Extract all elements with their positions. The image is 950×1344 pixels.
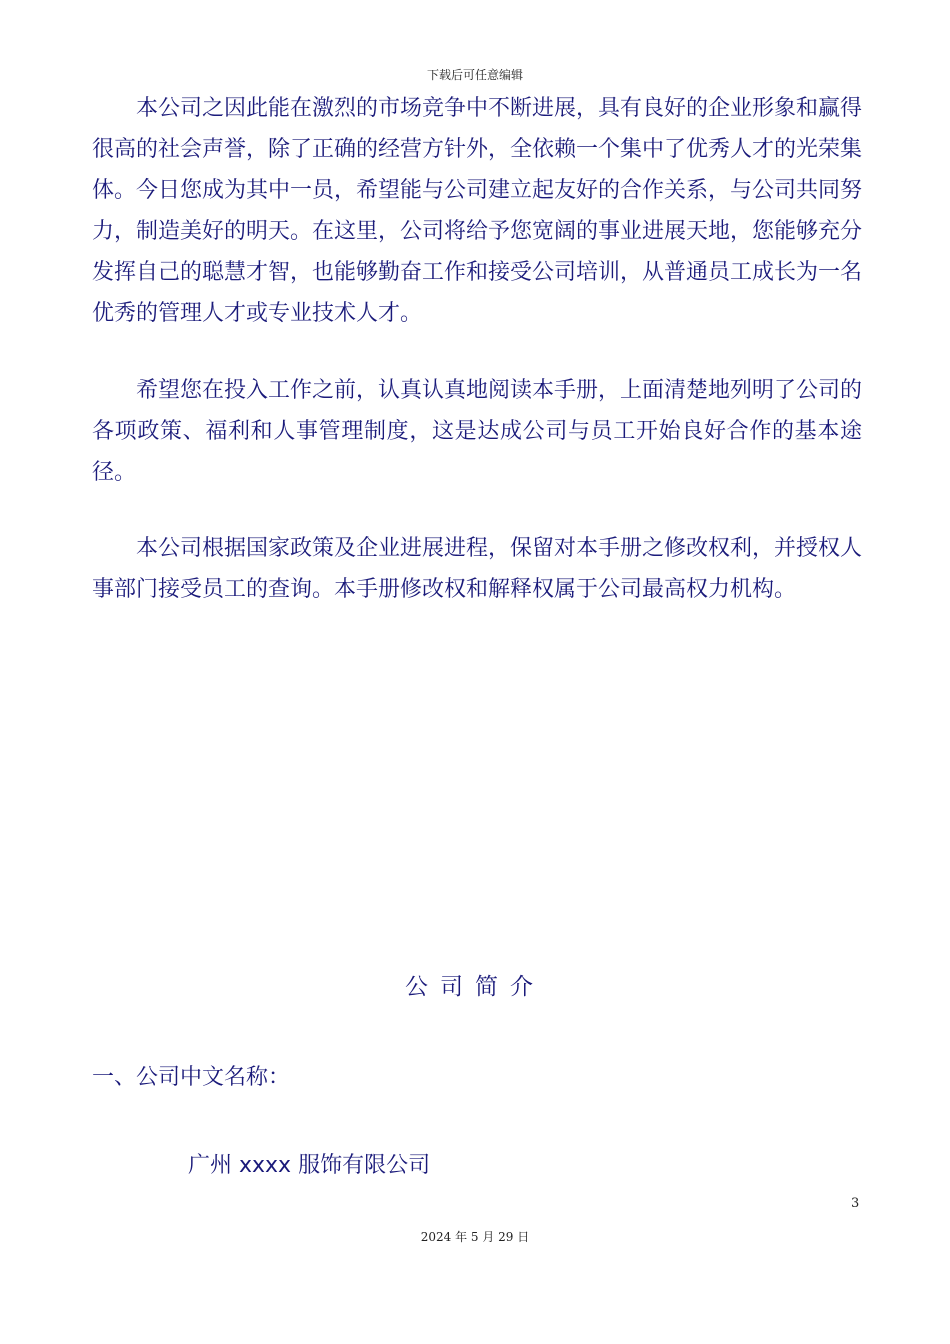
footer-date: 2024 年 5 月 29 日 xyxy=(420,1230,530,1244)
intro-paragraph-2: 希望您在投入工作之前，认真认真地阅读本手册，上面清楚地列明了公司的各项政策、福利和人事管理制度，这是达成公司与员工开始良好合作的基本途径。 xyxy=(92,378,863,485)
company-name: 广州 xxxx 服饰有限公司 xyxy=(188,1153,431,1178)
intro-paragraph-3: 本公司根据国家政策及企业进展进程，保留对本手册之修改权利，并授权人事部门接受员工的查询。本手册修改权和解释权属于公司最高权力机构。 xyxy=(92,536,863,602)
item-heading: 一、公司中文名称： xyxy=(92,1065,291,1090)
intro-paragraph-1: 本公司之因此能在激烈的市场竞争中不断进展，具有良好的企业形象和赢得很高的社会声誉，除了正确的经营方针外，全依赖一个集中了优秀人才的光荣集体。今日您成为其中一员，希望能与公司建立起友好的合作关系，与公司共同努力，制造美好的明天。在这里，公司将给予您宽阔的事业进展天地，您能够充分发挥自己的聪慧才智，也能够勤奋工作和接受公司培训，从普通员工成长为一名优秀的管理人才或专业技术人才。 xyxy=(92,96,863,326)
header-note: 下载后可任意编辑 xyxy=(426,68,523,82)
section-title: 公司简介 xyxy=(405,974,545,1000)
page-number: 3 xyxy=(851,1196,860,1211)
